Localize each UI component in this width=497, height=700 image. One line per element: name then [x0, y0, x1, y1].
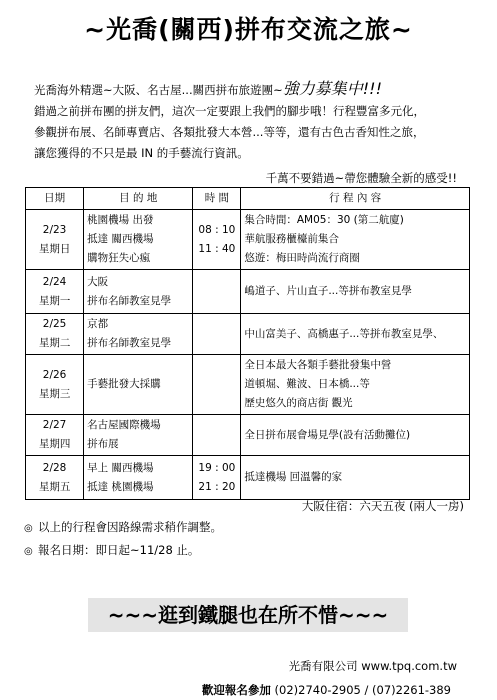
time-line: 21 : 20	[198, 480, 236, 493]
time-line: 08 : 10	[198, 223, 236, 236]
cell-itinerary	[241, 355, 470, 415]
destination-line: 桃園機場 出發	[87, 214, 154, 226]
row-weekday: 星期五	[38, 480, 71, 493]
table-row	[26, 314, 470, 355]
itinerary-line: 悠遊：梅田時尚流行商圈	[244, 252, 360, 264]
destination-line: 京都	[87, 318, 109, 330]
itinerary-line: 全日本最大各類手藝批發集中營	[244, 359, 392, 371]
row-weekday: 星期三	[38, 387, 71, 400]
table-row	[26, 210, 470, 270]
page-title: ~光喬(關西)拼布交流之旅~	[84, 15, 413, 44]
contact-label: 歡迎報名參加	[201, 683, 271, 697]
cell-time	[193, 314, 241, 355]
intro-line-2: 錯過之前拼布團的拼友們，這次一定要跟上我們的腳步哦！行程豐富多元化，	[34, 104, 425, 118]
destination-line: 大阪	[87, 275, 109, 288]
row-date: 2/28	[42, 461, 67, 474]
row-weekday: 星期二	[38, 337, 71, 349]
company-info: 光喬有限公司 www.tpq.com.tw	[288, 659, 457, 673]
intro-line-3: 參觀拼布展、名師專賣店、各類批發大本營...等等，還有古色古香知性之旅，	[34, 125, 425, 139]
destination-line: 拼布展	[87, 438, 119, 450]
cell-destination	[84, 355, 193, 415]
itinerary-line: 華航服務櫃檯前集合	[244, 233, 339, 245]
itinerary-line: 嶋道子、片山直子...等拼布教室見學	[244, 285, 412, 297]
header-itinerary: 行 程 內 容	[241, 188, 470, 210]
destination-line: 購物狂失心瘋	[87, 252, 151, 264]
cell-date	[26, 355, 84, 415]
slogan-banner: ~~~逛到鐵腿也在所不惜~~~	[88, 598, 408, 632]
header-date: 日期	[26, 188, 84, 210]
itinerary-line: 抵達機場 回溫馨的家	[244, 471, 343, 483]
itinerary-line: 中山富美子、高橋惠子...等拼布教室見學、	[244, 327, 444, 340]
destination-line: 拼布名師教室見學	[87, 337, 172, 349]
table-row	[26, 270, 470, 314]
cell-itinerary	[241, 456, 470, 500]
row-date: 2/23	[42, 223, 67, 236]
cell-destination	[84, 314, 193, 355]
cell-itinerary	[241, 270, 470, 314]
note-item	[24, 542, 199, 558]
sub-headline: 千萬不要錯過~帶您體驗全新的感受!!	[265, 171, 457, 185]
row-date: 2/27	[42, 419, 67, 431]
header-destination: 目 的 地	[84, 188, 193, 210]
time-line: 11 : 40	[198, 242, 236, 255]
cell-destination	[84, 270, 193, 314]
destination-line: 抵達 桃園機場	[87, 480, 154, 493]
cell-destination	[84, 210, 193, 270]
destination-line: 拼布名師教室見學	[87, 294, 172, 307]
cell-date	[26, 456, 84, 500]
contact-info	[202, 682, 451, 698]
bullet-icon: ◎	[24, 523, 33, 534]
itinerary-table	[25, 187, 470, 500]
cell-date	[26, 210, 84, 270]
time-line: 19 : 00	[198, 461, 236, 474]
itinerary-line: 道頓堀、難波、日本橋...等	[244, 378, 370, 390]
cell-time	[193, 415, 241, 456]
destination-line: 抵達 關西機場	[87, 233, 154, 245]
itinerary-line: 全日拼布展會場見學(設有活動攤位)	[244, 428, 411, 441]
cell-date	[26, 314, 84, 355]
intro-paragraph	[34, 78, 474, 164]
cell-destination	[84, 456, 193, 500]
table-row	[26, 355, 470, 415]
itinerary-line: 集合時間：AM05：30 (第二航廈)	[244, 214, 404, 226]
cell-time	[193, 210, 241, 270]
contact-phones: (02)2740-2905 / (07)2261-389	[274, 683, 451, 697]
itinerary-body	[26, 210, 470, 500]
table-row	[26, 456, 470, 500]
destination-line: 手藝批發大採購	[87, 378, 161, 390]
row-weekday: 星期四	[38, 438, 71, 450]
intro-slogan: 強力募集中!!!	[282, 79, 382, 98]
cell-time	[193, 456, 241, 500]
destination-line: 名古屋國際機場	[87, 419, 161, 431]
intro-line-4: 讓您獲得的不只是最 IN 的手藝流行資訊。	[34, 146, 249, 160]
row-date: 2/24	[42, 275, 67, 288]
cell-time	[193, 355, 241, 415]
cell-destination	[84, 415, 193, 456]
row-date: 2/26	[42, 368, 67, 381]
cell-itinerary	[241, 210, 470, 270]
note-item	[24, 519, 222, 535]
intro-line-1: 光喬海外精選~大阪、名古屋...關西拼布旅遊團~	[34, 83, 283, 97]
itinerary-line: 歷史悠久的商店街 觀光	[244, 397, 353, 409]
cell-itinerary	[241, 415, 470, 456]
note-text: 以上的行程會因路線需求稍作調整。	[38, 520, 222, 534]
header-time: 時 間	[193, 188, 241, 210]
destination-line: 早上 關西機場	[87, 461, 154, 474]
cell-date	[26, 415, 84, 456]
cell-time	[193, 270, 241, 314]
note-text: 報名日期：即日起~11/28 止。	[38, 543, 200, 557]
row-weekday: 星期日	[38, 242, 71, 255]
table-row	[26, 415, 470, 456]
row-weekday: 星期一	[38, 294, 71, 307]
row-date: 2/25	[42, 318, 67, 330]
lodging-info: 大阪住宿：六天五夜 (兩人一房)	[301, 499, 464, 513]
cell-date	[26, 270, 84, 314]
bullet-icon: ◎	[24, 546, 33, 557]
cell-itinerary	[241, 314, 470, 355]
table-header-row	[26, 188, 470, 210]
